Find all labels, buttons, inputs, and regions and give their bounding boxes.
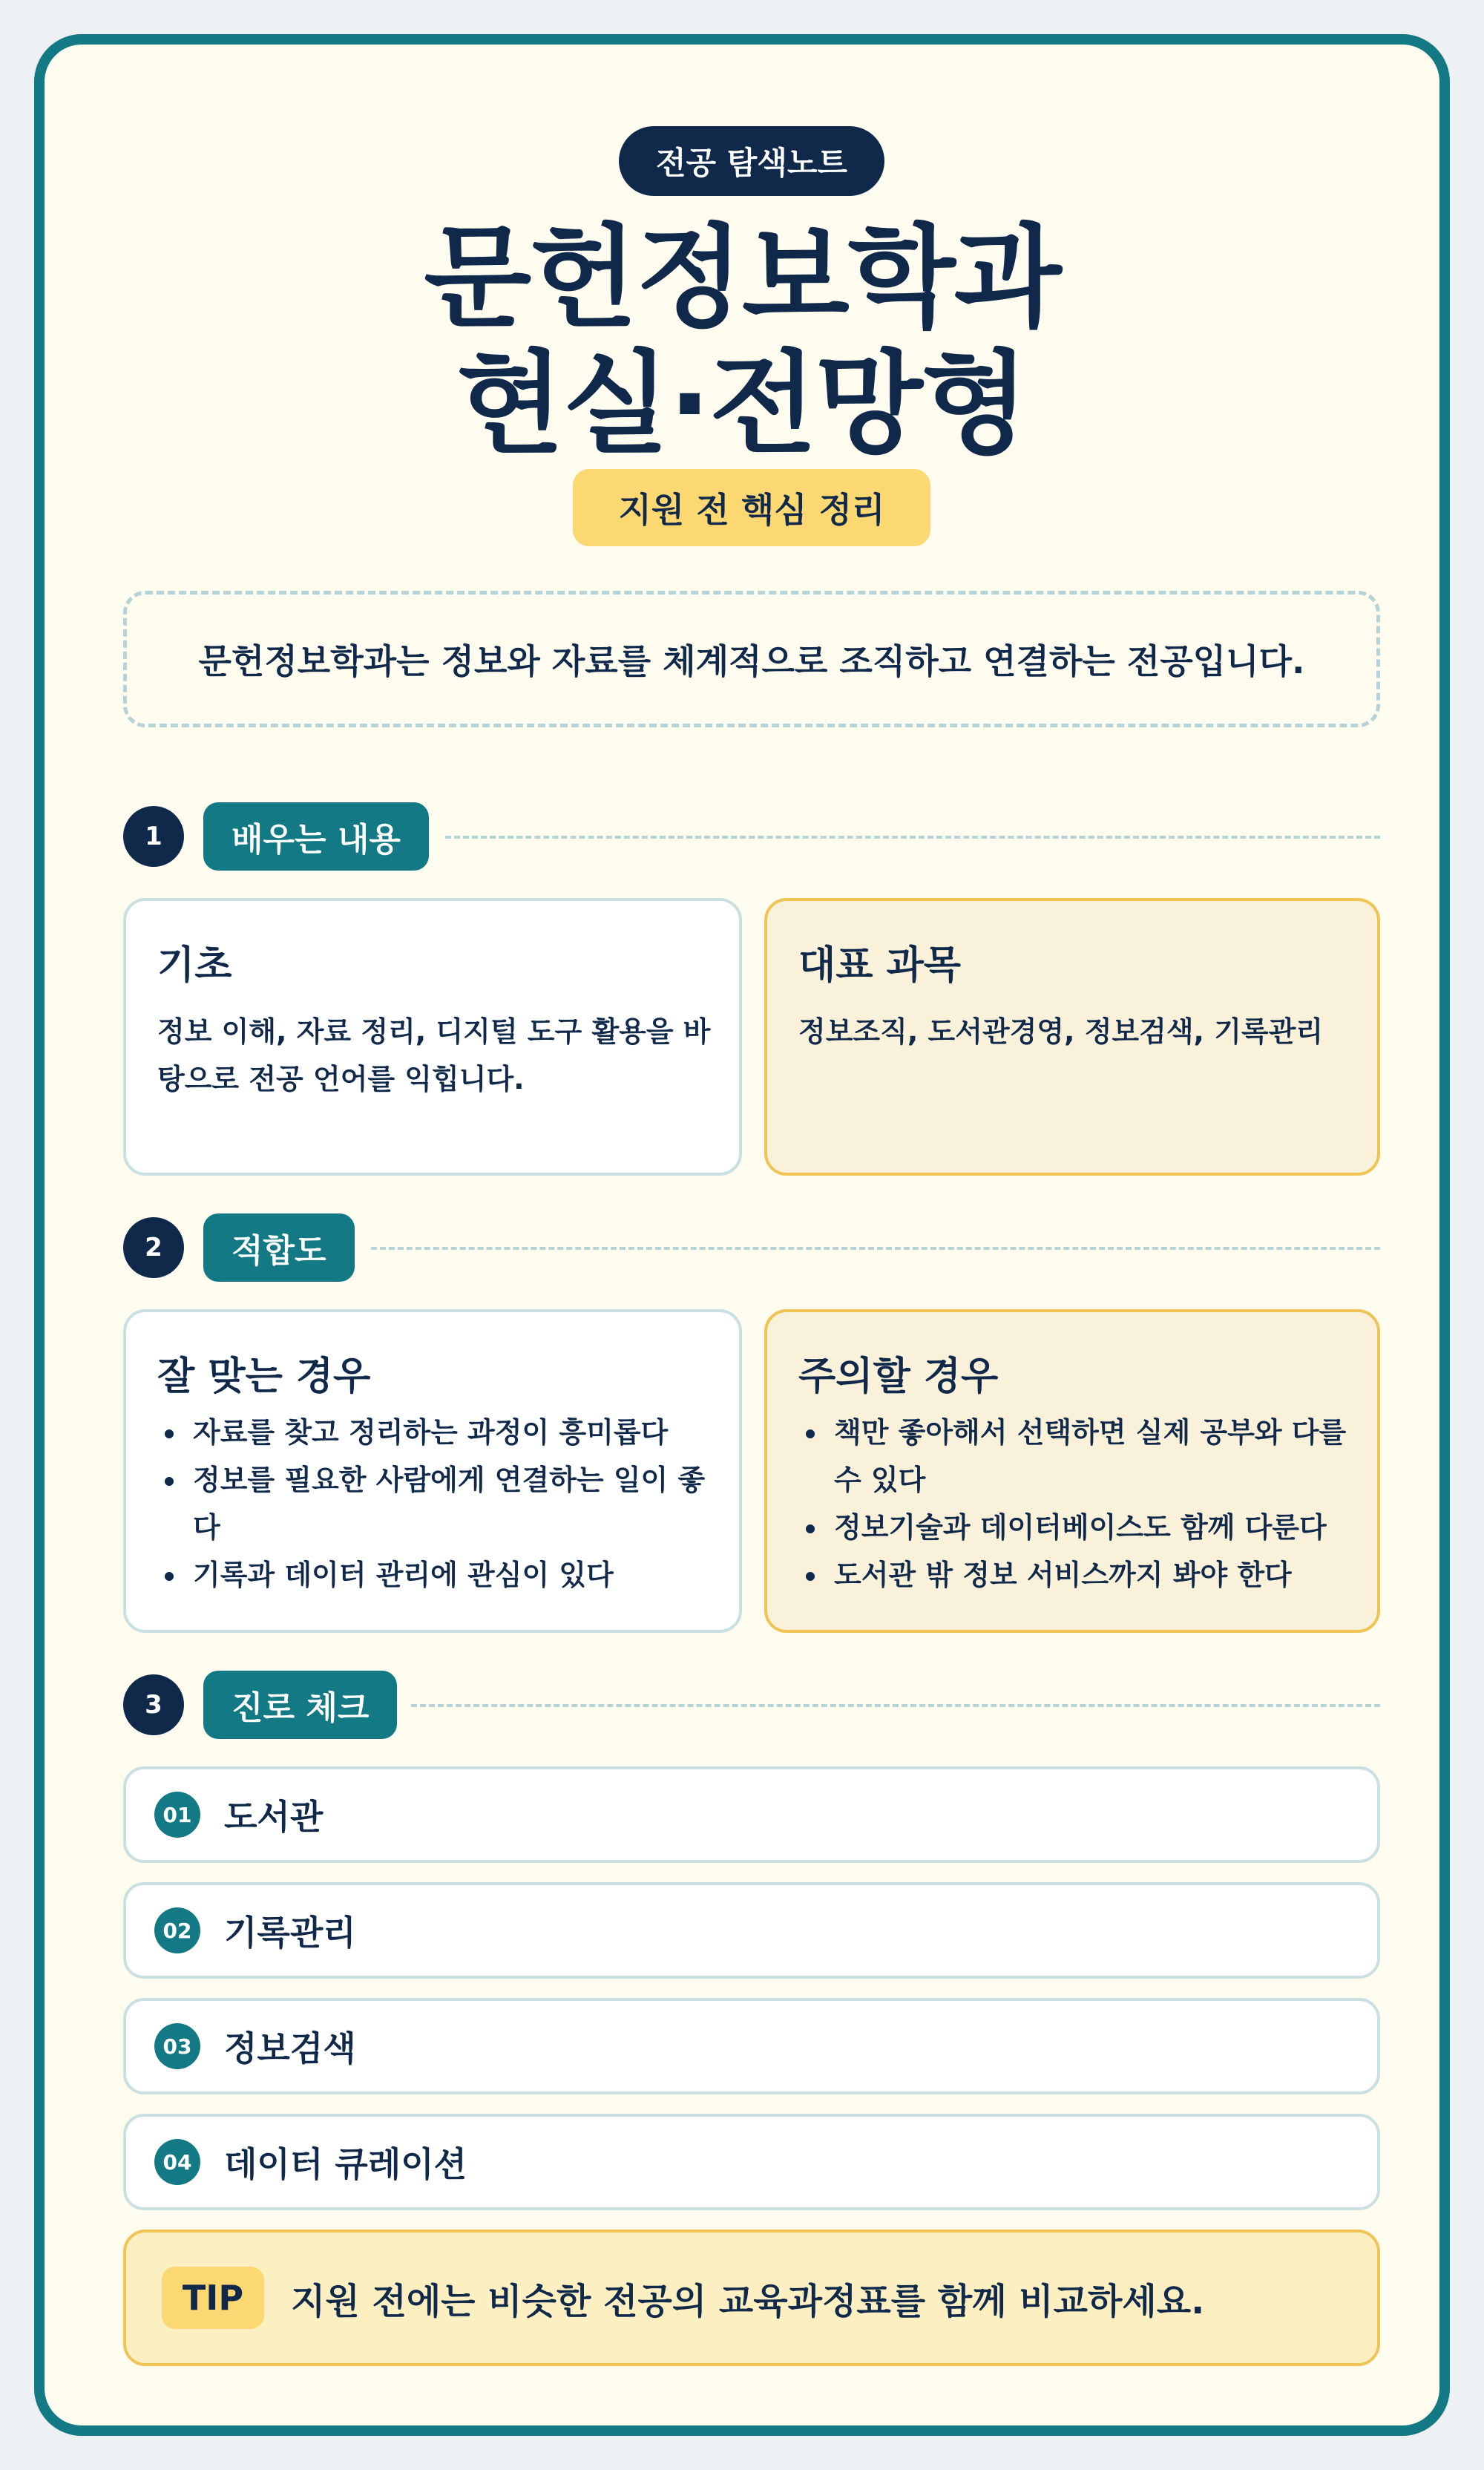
section2-caution-box [764,1309,1380,1633]
career-number-badge: 02 [154,1907,200,1953]
section2-label: 적합도 [203,1213,355,1282]
section1-subjects-box [764,898,1380,1176]
section2-number: 2 [123,1217,184,1278]
career-number-badge: 03 [154,2023,200,2069]
tip-box [123,2230,1380,2366]
section3-divider [411,1704,1380,1707]
section1-divider [445,836,1380,839]
career-label: 정보검색 [224,2028,356,2068]
career-number-badge: 01 [154,1792,200,1838]
intro-text: 문헌정보학과는 정보와 자료를 체계적으로 조직하고 연결하는 전공입니다. [198,641,1305,681]
career-label: 기록관리 [224,1913,356,1953]
fit-item: 자료를 찾고 정리하는 과정이 흥미롭다 [157,1409,711,1456]
section3-number: 3 [123,1674,184,1735]
subjects-text: 정보조직, 도서관경영, 정보검색, 기록관리 [798,1015,1324,1048]
fit-list [157,1409,711,1599]
tip-text: 지원 전에는 비슷한 전공의 교육과정표를 함께 비교하세요. [291,2280,1205,2322]
fit-item: 기록과 데이터 관리에 관심이 있다 [157,1551,711,1599]
basics-title: 기초 [157,943,232,988]
subtitle-badge: 지원 전 핵심 정리 [573,469,930,546]
section1-label: 배우는 내용 [203,802,429,871]
section1-number: 1 [123,806,184,867]
career-item [123,1882,1380,1979]
caution-item: 정보기술과 데이터베이스도 함께 다룬다 [798,1504,1349,1551]
info-card [34,34,1450,2436]
eyebrow-badge: 전공 탐색노트 [619,126,884,196]
subjects-title: 대표 과목 [798,943,962,988]
basics-text: 정보 이해, 자료 정리, 디지털 도구 활용을 바탕으로 전공 언어를 익힙니다. [157,1015,711,1095]
career-number-badge: 04 [154,2139,200,2185]
career-item [123,2114,1380,2210]
caution-list [798,1409,1349,1599]
tip-badge: TIP [162,2267,264,2329]
career-label: 데이터 큐레이션 [224,2144,467,2184]
caution-title: 주의할 경우 [798,1354,999,1399]
fit-title: 잘 맞는 경우 [157,1354,371,1399]
career-item [123,1766,1380,1863]
career-label: 도서관 [224,1797,324,1837]
intro-box [123,591,1380,727]
caution-item: 책만 좋아해서 선택하면 실제 공부와 다를 수 있다 [798,1409,1349,1504]
caution-item: 도서관 밖 정보 서비스까지 봐야 한다 [798,1551,1349,1599]
page-title-line2: 현실·전망형 [456,340,1028,469]
fit-item: 정보를 필요한 사람에게 연결하는 일이 좋다 [157,1456,711,1551]
section2-fit-box [123,1309,742,1633]
section1-basics-box [123,898,742,1176]
page-title-line1: 문헌정보학과 [424,214,1060,343]
career-item [123,1998,1380,2094]
section2-divider [371,1247,1380,1250]
section3-label: 진로 체크 [203,1671,397,1739]
